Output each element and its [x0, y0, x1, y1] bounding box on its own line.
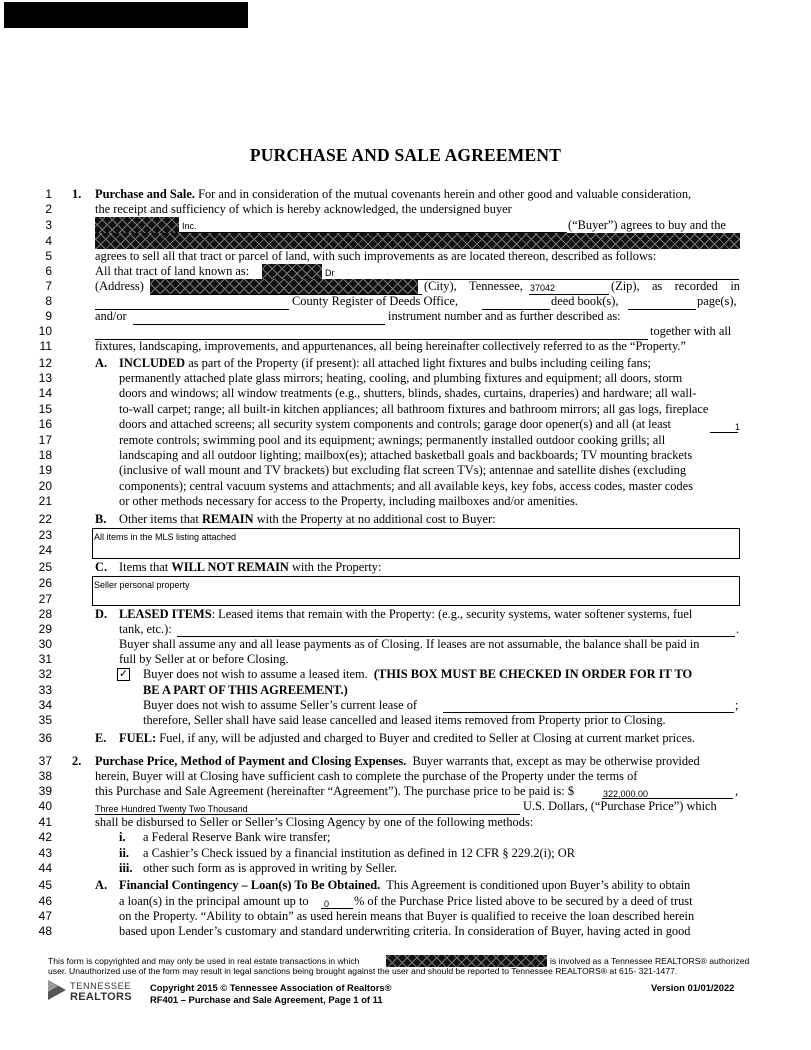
logo-text-top: TENNESSEE [70, 981, 132, 991]
line-number: 21 [38, 494, 52, 508]
line-number: 10 [38, 324, 52, 338]
line-number: 34 [38, 698, 52, 712]
line-number: 9 [45, 309, 52, 323]
footer-form-id: RF401 – Purchase and Sale Agreement, Page 1 of 11 [150, 994, 383, 1005]
section-2-line-48: based upon Lender’s customary and standard underwriting criteria. In consideration of Buyer, having acted in good [119, 924, 691, 938]
line-number: 47 [38, 909, 52, 923]
subsection-a-letter: A. [95, 356, 108, 370]
leased-line-32: Buyer does not wish to assume a leased item. (THIS BOX MUST BE CHECKED IN ORDER FOR IT TO [143, 667, 693, 681]
remain-heading: Other items that REMAIN with the Property at no additional cost to Buyer: [119, 512, 496, 526]
line-number: 28 [38, 607, 52, 621]
line-number: 2 [45, 202, 52, 216]
address-label: (Address) [95, 279, 144, 293]
leased-line-30: Buyer shall assume any and all lease payments as of Closing. If leases are not assumable, the balance shall be paid in [119, 637, 700, 651]
redaction-bar [4, 2, 248, 28]
section-1-line-11: fixtures, landscaping, improvements, and appurtenances, all being hereinafter collectively referred to as the “Property.” [95, 339, 686, 353]
line-number: 14 [38, 386, 52, 400]
line-number: 38 [38, 769, 52, 783]
line-number: 48 [38, 924, 52, 938]
section-number: 1. [72, 187, 82, 201]
redaction-block [95, 233, 740, 249]
deed-label: deed book(s), [551, 294, 619, 308]
line-number: 30 [38, 637, 52, 651]
included-line-21: or other methods necessary for access to the Property, including mailboxes and/or amenities. [119, 494, 578, 508]
method-ii-text: a Cashier’s Check issued by a financial institution as defined in 12 CFR § 229.2(i); OR [143, 846, 576, 860]
section-2-line-38: herein, Buyer will at Closing have sufficient cash to complete the purchase of the Property under the terms of [95, 769, 638, 783]
remain-items-value: All items in the MLS listing attached [94, 532, 237, 542]
subsection-d-letter: D. [95, 607, 108, 621]
section-2-line-41: shall be disbursed to Seller or Seller’s Closing Agency by one of the following methods: [95, 815, 534, 829]
line-number: 15 [38, 402, 52, 416]
footer-copyright-notice-1: This form is copyrighted and may only be used in real estate transactions in which [48, 956, 360, 966]
zip-field[interactable]: 37042 [530, 283, 556, 293]
method-iii-text: other such form as is approved in writing by Seller. [143, 861, 397, 875]
included-line-18: landscaping and all outdoor lighting; mailbox(es); attached basketball goals and backboards; TV mounting brackets [119, 448, 693, 462]
line-number: 1 [45, 187, 52, 201]
section-1-line-2: the receipt and sufficiency of which is hereby acknowledged, the undersigned buyer [95, 202, 512, 216]
line-number: 35 [38, 713, 52, 727]
city-label: (City), [424, 279, 457, 293]
page-underline [628, 309, 696, 310]
page-title: PURCHASE AND SALE AGREEMENT [249, 145, 562, 165]
realtors-logo-icon [46, 978, 68, 1002]
method-i-text: a Federal Reserve Bank wire transfer; [143, 830, 331, 844]
logo-text-bottom: REALTORS [70, 991, 132, 1003]
pages-label: page(s), [697, 294, 737, 308]
line-number: 17 [38, 433, 52, 447]
redaction-block [95, 217, 179, 233]
buyer-label: (“Buyer”) agrees to buy and the [568, 218, 726, 232]
included-line-12: INCLUDED as part of the Property (if present): all attached light fixtures and bulbs including ceiling fans; [119, 356, 652, 370]
price-words-field[interactable]: Three Hundred Twenty Two Thousand [95, 804, 248, 814]
line-number: 31 [38, 652, 52, 666]
instrument-underline [133, 324, 385, 325]
subsection-2a-letter: A. [95, 878, 108, 892]
line-number: 19 [38, 463, 52, 477]
loan-percent-field[interactable]: 0 [324, 899, 330, 909]
section-2-line-46b: % of the Purchase Price listed above to be secured by a deed of trust [354, 894, 693, 908]
section-2-line-39: this Purchase and Sale Agreement (hereinafter “Agreement”). The purchase price to be paid is: $ [95, 784, 575, 798]
method-i-label: i. [119, 830, 126, 844]
leased-line-34: Buyer does not wish to assume Seller’s current lease of [143, 698, 418, 712]
line-number: 20 [38, 479, 52, 493]
method-iii-label: iii. [119, 861, 133, 875]
line-number: 8 [45, 294, 52, 308]
line-number: 12 [38, 356, 52, 370]
line-number: 24 [38, 543, 52, 557]
included-line-15: to-wall carpet; range; all built-in kitchen appliances; all bathroom fixtures and bathroom mirrors; all gas logs, fireplace [119, 402, 709, 416]
line-number: 43 [38, 846, 52, 860]
semicolon: ; [735, 698, 739, 712]
leased-line-35: therefore, Seller shall have said lease cancelled and leased items removed from Property prior to Closing. [143, 713, 666, 727]
period: . [736, 622, 740, 636]
line-number: 25 [38, 560, 52, 574]
included-line-17: remote controls; swimming pool and its equipment; awnings; permanently installed outdoor cooking grills; all [119, 433, 666, 447]
line-number: 18 [38, 448, 52, 462]
line-number: 27 [38, 592, 52, 606]
street-field[interactable]: Dr [325, 268, 335, 278]
line-number: 40 [38, 799, 52, 813]
section-2-line-40: U.S. Dollars, (“Purchase Price”) which [523, 799, 717, 813]
section-2-line-45: Financial Contingency – Loan(s) To Be Obtained. This Agreement is conditioned upon Buyer’s ability to obtain [119, 878, 691, 892]
leased-checkbox[interactable]: ✓ [118, 667, 129, 680]
line-number: 3 [45, 218, 52, 232]
section-2-line-46a: a loan(s) in the principal amount up to [119, 894, 309, 908]
line-number: 39 [38, 784, 52, 798]
zip-recorded-text: (Zip), as recorded in [611, 279, 740, 293]
line-number: 4 [45, 234, 52, 248]
instrument-label: instrument number and as further described as: [388, 309, 621, 323]
section-2-number: 2. [72, 754, 82, 768]
section-2-line-37: Purchase Price, Method of Payment and Closing Expenses. Buyer warrants that, except as may be otherwise provided [95, 754, 700, 768]
line-number: 26 [38, 576, 52, 590]
line-number: 32 [38, 667, 52, 681]
redaction-block [150, 279, 418, 294]
line-number: 13 [38, 371, 52, 385]
together-label: together with all [650, 324, 732, 338]
not-remain-heading: Items that WILL NOT REMAIN with the Property: [119, 560, 382, 574]
state-label: Tennessee, [469, 279, 523, 293]
line-number: 42 [38, 830, 52, 844]
line-number: 22 [38, 512, 52, 526]
included-line-19: (inclusive of wall mount and TV brackets) but excluding flat screen TVs); antennae and satellite dishes (excluding [119, 463, 687, 477]
purchase-price-field[interactable]: 322,000.00 [603, 789, 649, 799]
leased-line-31: full by Seller at or before Closing. [119, 652, 289, 666]
line-number: 33 [38, 683, 52, 697]
subsection-e-letter: E. [95, 731, 107, 745]
footer-version: Version 01/01/2022 [651, 982, 735, 993]
footer-copyright: Copyright 2015 © Tennessee Association of Realtors® [150, 982, 392, 993]
andor-label: and/or [95, 309, 127, 323]
line-number: 36 [38, 731, 52, 745]
not-remain-items-value: Seller personal property [94, 580, 190, 590]
section-2-line-47: on the Property. “Ability to obtain” as used herein means that Buyer is qualified to receive the loan described herein [119, 909, 695, 923]
included-line-14: doors and windows; all window treatments (e.g., shutters, blinds, shades, curtains, draperies) and hardware; all wall- [119, 386, 697, 400]
section-1-line-5: agrees to sell all that tract or parcel of land, with such improvements as are located thereon, described as follows: [95, 249, 657, 263]
county-label: County Register of Deeds Office, [292, 294, 458, 308]
buyer-name-field[interactable]: Inc. [182, 221, 197, 231]
line-number: 5 [45, 249, 52, 263]
leased-line-33: BE A PART OF THIS AGREEMENT.) [143, 683, 348, 697]
footer-copyright-notice-1b: is involved as a Tennessee REALTORS® authorized [550, 956, 750, 966]
line-number: 29 [38, 622, 52, 636]
line-number: 7 [45, 279, 52, 293]
fuel-line: FUEL: Fuel, if any, will be adjusted and charged to Buyer and credited to Seller at Closing at current market prices. [119, 731, 696, 745]
method-ii-label: ii. [119, 846, 129, 860]
leased-line-28: LEASED ITEMS: Leased items that remain with the Property: (e.g., security systems, water softener systems, fuel [119, 607, 693, 621]
line-number: 44 [38, 861, 52, 875]
line-number: 6 [45, 264, 52, 278]
section-1-line-6: All that tract of land known as: [95, 264, 250, 278]
included-line-16: doors and attached screens; all security system components and controls; garage door opener(s) and all (at least [119, 417, 671, 431]
line-number: 46 [38, 894, 52, 908]
line-number: 41 [38, 815, 52, 829]
line-number: 45 [38, 878, 52, 892]
line-number: 37 [38, 754, 52, 768]
line-number: 16 [38, 417, 52, 431]
subsection-b-letter: B. [95, 512, 107, 526]
subsection-c-letter: C. [95, 560, 108, 574]
redaction-block [262, 264, 322, 279]
footer-copyright-notice-2: user. Unauthorized use of the form may result in legal sanctions being brought against the user and should be reported to Tennessee REALTORS® at 615- 321-1477. [48, 966, 678, 976]
leased-line-29: tank, etc.): [119, 622, 172, 636]
section-1-line-1: Purchase and Sale. For and in consideration of the mutual covenants herein and other good and valuable consideration, [95, 187, 692, 201]
line-number: 11 [39, 339, 52, 353]
remote-count-field[interactable]: 1 [735, 422, 741, 432]
included-line-13: permanently attached plate glass mirrors; heating, cooling, and plumbing fixtures and equipment; all doors, storm [119, 371, 683, 385]
line-number: 23 [38, 528, 52, 542]
comma: , [735, 784, 739, 798]
included-line-20: components); central vacuum systems and attachments; and all available keys, key fobs, access codes, master codes [119, 479, 693, 493]
